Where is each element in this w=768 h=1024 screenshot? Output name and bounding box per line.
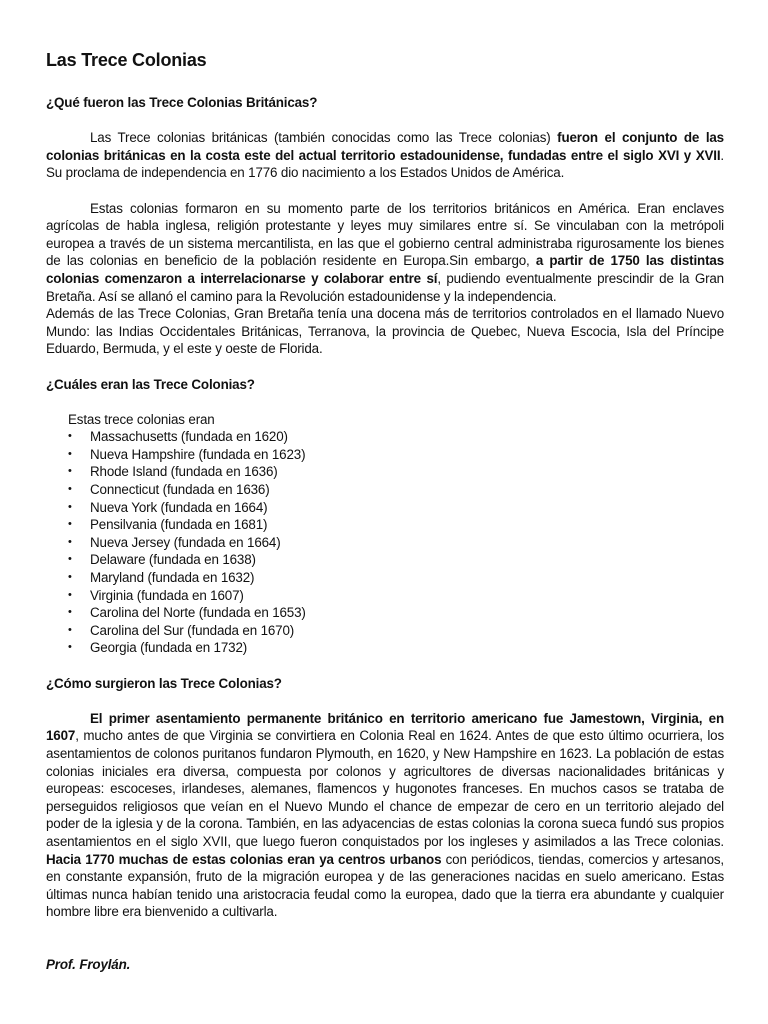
bold-text-run: Hacia 1770 muchas de estas colonias eran ya centros urbanos bbox=[46, 851, 442, 867]
bold-text-run: El primer asentamiento permanente británico en territorio americano fue Jamestown, Virginia, en 1607 bbox=[46, 710, 724, 744]
list-intro: Estas trece colonias eran bbox=[68, 411, 215, 427]
text-run: Estas colonias formaron en su momento parte de los territorios británicos en América. Eran enclaves agrícolas de habla inglesa, religión protestante y leyes muy similares entre sí. Se vinculaban con la metrópoli europea a través de un sistema mercantilista, en las que el gobierno central administraba rigurosamente los bienes de las colonias en beneficio de la población residente en Europa.Sin embargo, bbox=[46, 200, 724, 269]
list-item: • Carolina del Sur (fundada en 1670) bbox=[68, 622, 295, 638]
bullet-icon: • bbox=[68, 430, 72, 443]
list-item: • Connecticut (fundada en 1636) bbox=[68, 482, 270, 498]
page-title: Las Trece Colonias bbox=[46, 50, 207, 70]
text-run: con periódicos, tiendas, comercios y artesanos, en constante expansión, fruto de la migración europea y de las generaciones nacidas en suelo americano. Estas últimas nunca habían tenido una aristocracia feudal como la europea, dado que la tierra era abundante y cualquier hombre libre era bienvenido a cultivarla. bbox=[46, 851, 725, 920]
paragraph-characteristics bbox=[46, 200, 724, 306]
bullet-icon: • bbox=[68, 641, 72, 654]
bullet-icon: • bbox=[68, 571, 72, 584]
list-item: • Massachusetts (fundada en 1620) bbox=[68, 429, 288, 445]
list-item: • Nueva Hampshire (fundada en 1623) bbox=[68, 446, 306, 462]
section-heading-what: ¿Qué fueron las Trece Colonias Británicas? bbox=[46, 95, 318, 110]
list-item: • Georgia (fundada en 1732) bbox=[68, 640, 248, 656]
bullet-icon: • bbox=[68, 553, 72, 566]
paragraph-origins bbox=[46, 710, 724, 921]
bullet-icon: • bbox=[68, 483, 72, 496]
bullet-icon: • bbox=[68, 447, 72, 460]
section-heading-which: ¿Cuáles eran las Trece Colonias? bbox=[46, 376, 255, 392]
text-run: , pudiendo eventualmente prescindir de la Gran Bretaña. Así se allanó el camino para la Revolución estadounidense y la independencia. bbox=[46, 270, 724, 304]
section-heading-how: ¿Cómo surgieron las Trece Colonias? bbox=[46, 675, 282, 691]
list-item: • Nueva Jersey (fundada en 1664) bbox=[68, 534, 281, 550]
list-item: • Pensilvania (fundada en 1681) bbox=[68, 517, 268, 533]
colonies-list bbox=[46, 428, 724, 657]
bullet-icon: • bbox=[68, 535, 72, 548]
author-signature: Prof. Froylán. bbox=[46, 957, 131, 973]
paragraph-other-territories: Además de las Trece Colonias, Gran Bretaña tenía una docena más de territorios controlados en el llamado Nuevo Mundo: las Indias Occidentales Británicas, Terranova, la provincia de Quebec, Nueva Escocia, Isla del Príncipe Eduardo, Bermuda, y el este y oeste de Florida. bbox=[46, 306, 724, 357]
list-item: • Rhode Island (fundada en 1636) bbox=[68, 464, 278, 480]
bold-text-run: fueron el conjunto de las colonias británicas en la costa este del actual territorio estadounidense, fundadas entre el siglo XVI y XVII bbox=[46, 130, 724, 163]
paragraph-definition bbox=[46, 129, 724, 182]
text-run: Las Trece colonias británicas (también conocidas como las Trece colonias) bbox=[90, 130, 558, 146]
list-item: • Maryland (fundada en 1632) bbox=[68, 570, 255, 586]
list-item: • Nueva York (fundada en 1664) bbox=[68, 499, 268, 515]
list-item: • Virginia (fundada en 1607) bbox=[68, 587, 244, 603]
bullet-icon: • bbox=[68, 623, 72, 636]
text-run: . Su proclama de independencia en 1776 dio nacimiento a los Estados Unidos de América. bbox=[46, 147, 724, 181]
text-run: , mucho antes de que Virginia se convirtiera en Colonia Real en 1624. Antes de que esto último ocurriera, los asentamientos de colonos puritanos fundaron Plymouth, en 1620, y New Hampshire en 1623. La población de estas colonias iniciales era diversa, compuesta por colonos y agricultores de diversas nacionalidades británicas y europeas: escoceses, irlandeses, alemanes, flamencos y hugonotes franceses. En muchos casos se trataba de perseguidos religiosos que veían en el Nuevo Mundo el chance de empezar de cero en un territorio alejado del poder de la iglesia y de la corona. También, en las adyacencias de estas colonias la corona sueca fundó sus propios asentamientos en el siglo XVII, que luego fueron conquistados por los ingleses y asimilados a las Trece colonias. bbox=[46, 728, 724, 849]
document-body bbox=[46, 48, 724, 974]
bold-text-run: a partir de 1750 las distintas colonias comenzaron a interrelacionarse y colaborar entre sí bbox=[46, 253, 724, 286]
list-item: • Carolina del Norte (fundada en 1653) bbox=[68, 605, 306, 621]
bullet-icon: • bbox=[68, 588, 72, 601]
bullet-icon: • bbox=[68, 465, 72, 478]
bullet-icon: • bbox=[68, 518, 72, 531]
bullet-icon: • bbox=[68, 500, 72, 513]
list-item: • Delaware (fundada en 1638) bbox=[68, 552, 256, 568]
bullet-icon: • bbox=[68, 606, 72, 619]
